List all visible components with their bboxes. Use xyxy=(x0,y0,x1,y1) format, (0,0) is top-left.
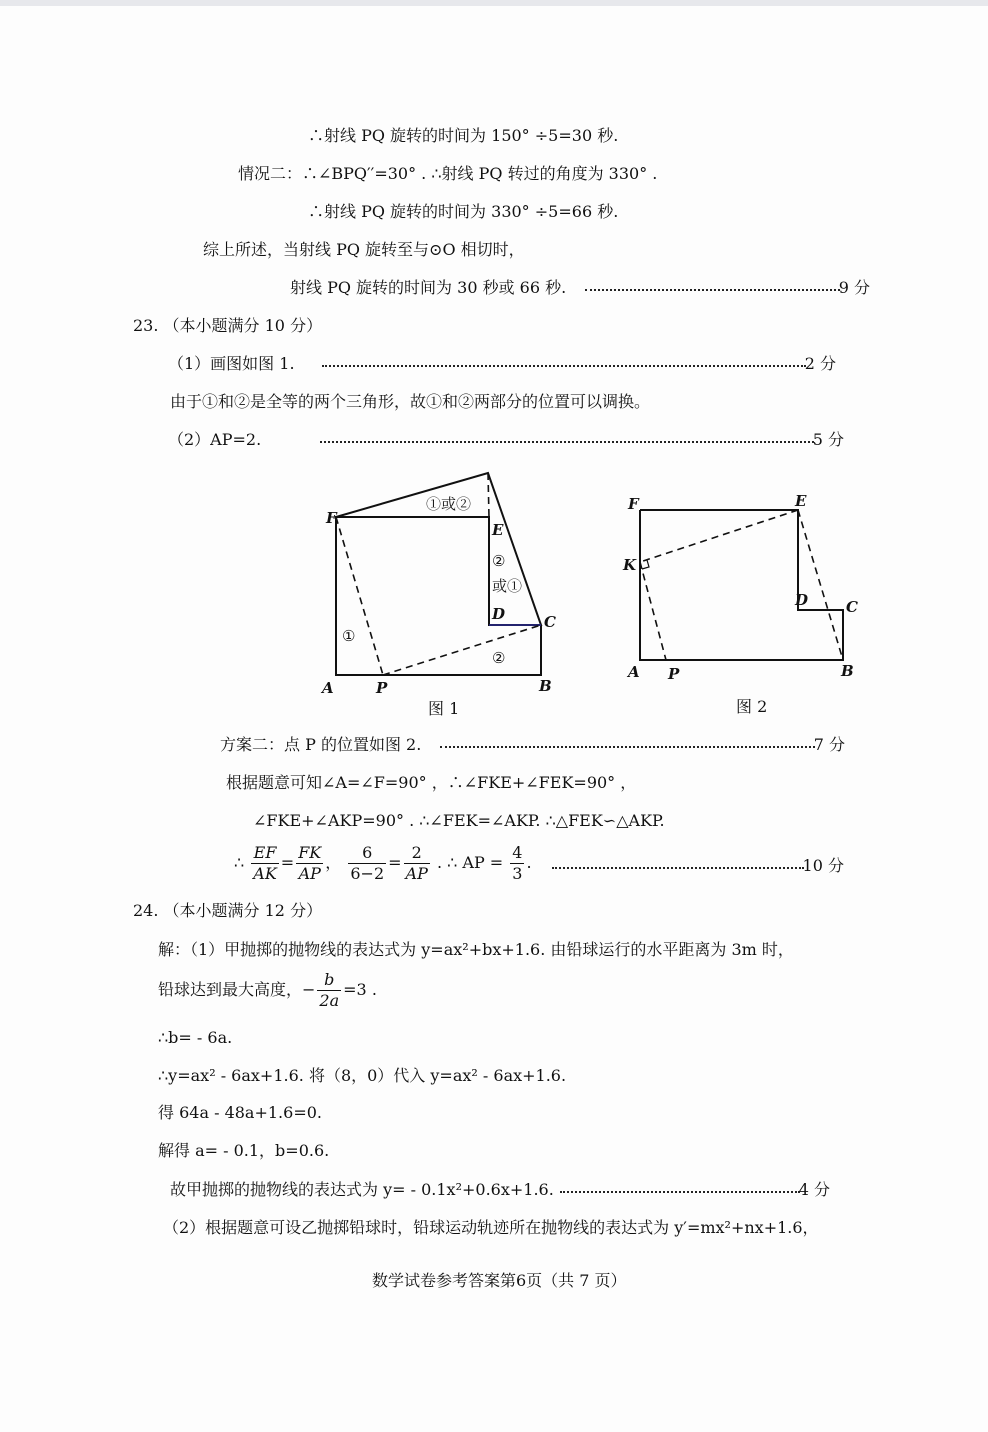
frac-b: b xyxy=(317,970,341,991)
fig1-label-e: E xyxy=(492,521,504,539)
therefore-symbol: ∴ xyxy=(234,853,245,872)
fig1-region-bottom: ② xyxy=(492,649,506,667)
fig1-dash-pc xyxy=(383,625,541,675)
fig1-label-b: B xyxy=(539,677,552,695)
frac-6-over xyxy=(348,843,386,884)
frac-three: 3 xyxy=(512,864,523,883)
solution-line-5: 得 64a - 48a+1.6=0. xyxy=(158,1103,322,1122)
figure-1-caption: 图 1 xyxy=(428,699,460,718)
score-leader-9 xyxy=(585,277,870,299)
frac-two: 2 xyxy=(404,843,430,864)
solution-line-1: 解：（1）甲抛掷的抛物线的表达式为 y=ax²+bx+1.6. 由铅球运行的水平距离为 3m 时， xyxy=(158,940,794,959)
fig1-label-p: P xyxy=(376,679,388,697)
frac-2-over-ap xyxy=(404,843,430,884)
frac-ap-2: AP xyxy=(405,864,428,883)
frac-six-minus-two: 6−2 xyxy=(350,864,385,883)
fig2-right-angle-mark xyxy=(642,560,649,569)
fig1-region-left: ① xyxy=(342,627,356,645)
score-10: 10 分 xyxy=(802,856,844,875)
frac-4-3 xyxy=(510,843,524,884)
score-leader-5 xyxy=(320,429,844,451)
figure-1 xyxy=(310,465,580,725)
frac-ap: AP xyxy=(298,864,321,883)
fig2-dash-eb xyxy=(798,510,843,660)
text-line-5: 射线 PQ 旋转的时间为 30 秒或 66 秒. xyxy=(290,278,567,297)
text-line-3: ∴射线 PQ 旋转的时间为 330° ÷5=66 秒. xyxy=(308,202,619,221)
fraction-line: ∴ $\frac{EF}{AK}$ = $\frac{FK}{AP}$ ， $\frac{6}{6-2}$ = $\frac{2}{AP}$ . ∴ AP = $\frac{4}{3}$ . xyxy=(234,843,532,883)
figure-2 xyxy=(620,490,870,690)
fig1-label-f: F xyxy=(326,509,337,527)
solution-line-2 xyxy=(158,970,377,1011)
score-leader-2 xyxy=(322,353,836,375)
fig2-label-k: K xyxy=(623,556,637,574)
frac-four: 4 xyxy=(512,843,523,862)
question-24-heading: 24. （本小题满分 12 分） xyxy=(133,901,323,920)
fig1-label-c: C xyxy=(544,613,556,631)
score-leader-10 xyxy=(552,855,844,877)
neg-sign: − xyxy=(302,980,316,999)
score-4: 4 分 xyxy=(798,1180,830,1199)
top-edge xyxy=(0,0,988,6)
fig2-label-b: B xyxy=(841,662,854,680)
question-23-heading: 23. （本小题满分 10 分） xyxy=(133,316,323,335)
score-7: 7 分 xyxy=(813,735,845,754)
score-leader-7 xyxy=(440,734,845,756)
solution-line-6: 解得 a= - 0.1，b=0.6. xyxy=(158,1141,330,1160)
fig2-dash-kp xyxy=(640,562,666,660)
fig1-label-a: A xyxy=(322,679,334,697)
frac-ef-ak xyxy=(251,843,279,884)
fig1-region-top: ①或② xyxy=(426,495,472,513)
score-5: 5 分 xyxy=(812,430,844,449)
fig1-label-d: D xyxy=(492,605,506,623)
solution-line-3: ∴b= - 6a. xyxy=(158,1028,233,1047)
figure-2-caption: 图 2 xyxy=(736,697,768,716)
frac-ak: AK xyxy=(253,864,277,883)
solution-line-2-tail: =3 . xyxy=(343,980,377,999)
score-2: 2 分 xyxy=(804,354,836,373)
frac-2a: 2a xyxy=(319,991,340,1010)
fig1-region-right-b: 或① xyxy=(492,577,523,595)
frac-six: 6 xyxy=(348,843,386,864)
fig2-label-p: P xyxy=(668,665,680,683)
reason-line-2: ∠FKE+∠AKP=90° . ∴∠FEK=∠AKP. ∴△FEK∽△AKP. xyxy=(253,811,665,830)
text-line-1: ∴射线 PQ 旋转的时间为 150° ÷5=30 秒. xyxy=(308,126,619,145)
fig2-label-f: F xyxy=(628,495,639,513)
solution-line-2-text: 铅球达到最大高度， xyxy=(158,980,303,999)
solution-line-8: （2）根据题意可设乙抛掷铅球时，铅球运动轨迹所在抛物线的表达式为 y′=mx²+nx+1.6， xyxy=(163,1218,819,1237)
text-line-2: 情况二：∴∠BPQ′′=30° . ∴射线 PQ 转过的角度为 330° . xyxy=(238,164,658,183)
fig1-region-right-a: ② xyxy=(492,552,506,570)
frac-fk: FK xyxy=(298,843,322,862)
frac-b-2a xyxy=(317,970,341,1011)
score-9: 9 分 xyxy=(838,278,870,297)
fig2-label-e: E xyxy=(795,492,807,510)
ap-equals: . ∴ AP = xyxy=(436,853,504,872)
frac-ef: EF xyxy=(251,843,279,864)
page-footer: 数学试卷参考答案第6页（共 7 页） xyxy=(372,1271,627,1290)
fig2-outline xyxy=(640,510,843,660)
q23-part2: （2）AP=2. xyxy=(168,430,262,449)
fig2-label-a: A xyxy=(628,663,640,681)
reason-line-1: 根据题意可知∠A=∠F=90° ，∴∠FKE+∠FEK=90° ， xyxy=(226,773,637,792)
fig2-label-d: D xyxy=(795,591,809,609)
fig1-dash-top xyxy=(488,473,489,517)
solution-line-4: ∴y=ax² - 6ax+1.6. 将（8，0）代入 y=ax² - 6ax+1.6. xyxy=(158,1066,567,1085)
solution-line-7: 故甲抛掷的抛物线的表达式为 y= - 0.1x²+0.6x+1.6. xyxy=(170,1180,554,1199)
fig1-dash-fp xyxy=(336,517,383,675)
q23-note: 由于①和②是全等的两个三角形，故①和②两部分的位置可以调换。 xyxy=(170,392,651,411)
q23-part1: （1）画图如图 1. xyxy=(168,354,295,373)
fig2-label-c: C xyxy=(846,598,858,616)
score-leader-4 xyxy=(560,1179,830,1201)
plan-two: 方案二：点 P 的位置如图 2. xyxy=(220,735,422,754)
fig2-dash-ek xyxy=(640,510,798,562)
text-line-4: 综上所述，当射线 PQ 旋转至与⊙O 相切时， xyxy=(203,240,525,259)
frac-fk-ap xyxy=(296,843,323,884)
